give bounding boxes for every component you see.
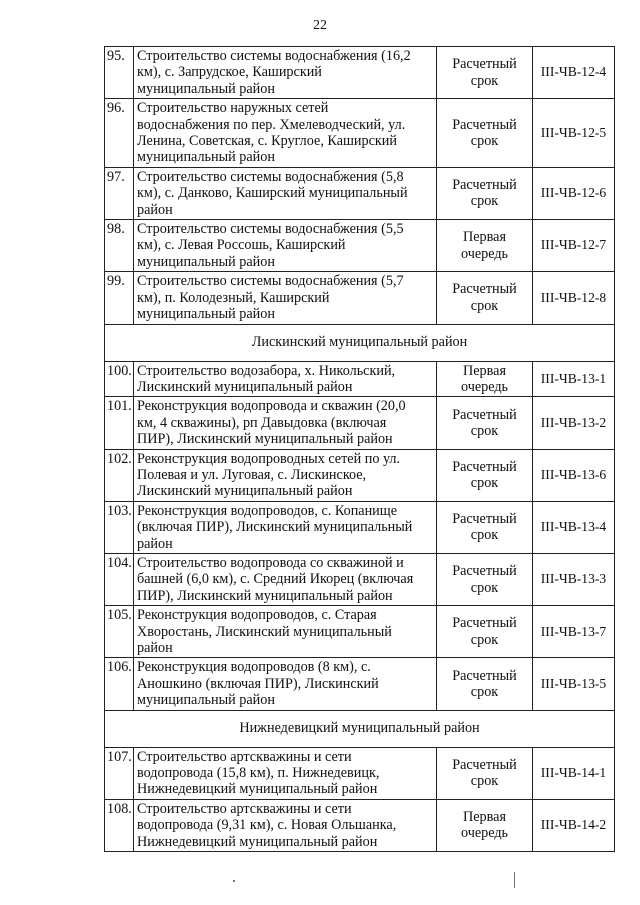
term-line: срок (470, 72, 499, 89)
description-line: водоснабжения по пер. Хмелеводческий, ул. (137, 116, 406, 133)
term-line: Расчетный (452, 563, 517, 580)
implementation-term (437, 220, 533, 272)
description-line: муниципальный район (137, 149, 275, 166)
project-code: III-ЧВ-12-8 (533, 272, 615, 324)
implementation-term (437, 553, 533, 605)
project-code: III-ЧВ-13-4 (533, 501, 615, 553)
table-row (105, 99, 615, 168)
row-number: 99. (105, 272, 134, 324)
row-number: 98. (105, 220, 134, 272)
implementation-term (437, 606, 533, 658)
term-line: Расчетный (452, 177, 517, 194)
term-line: срок (470, 579, 499, 596)
term-line: срок (470, 133, 499, 150)
description-line: Нижнедевицкий муниципальный район (137, 833, 378, 850)
description-line: Строительство системы водоснабжения (5,8 (137, 168, 404, 185)
project-code: III-ЧВ-13-6 (533, 449, 615, 501)
implementation-term (437, 99, 533, 168)
scan-mark (233, 880, 235, 882)
project-code: III-ЧВ-14-2 (533, 799, 615, 851)
row-number: 106. (105, 658, 134, 710)
description-line: км), с. Данково, Каширский муниципальный (137, 185, 408, 202)
project-code: III-ЧВ-13-2 (533, 397, 615, 449)
description-line: Строительство наружных сетей (137, 100, 329, 117)
table-row (105, 747, 615, 799)
project-description (134, 220, 437, 272)
row-number: 108. (105, 799, 134, 851)
description-line: Реконструкция водопроводов, с. Копанище (137, 502, 397, 519)
project-code: III-ЧВ-13-7 (533, 606, 615, 658)
table-row (105, 606, 615, 658)
term-line: Расчетный (452, 667, 517, 684)
project-description (134, 799, 437, 851)
description-line: Строительство системы водоснабжения (16,2 (137, 48, 411, 64)
term-line: Расчетный (452, 756, 517, 773)
term-line: Первая (463, 809, 506, 826)
description-line: км, 4 скважины), рп Давыдовка (включая (137, 414, 387, 431)
project-description (134, 47, 437, 99)
project-description (134, 99, 437, 168)
project-description (134, 553, 437, 605)
project-description (134, 449, 437, 501)
row-number: 104. (105, 553, 134, 605)
description-line: Аношкино (включая ПИР), Лискинский (137, 675, 379, 692)
row-number: 101. (105, 397, 134, 449)
description-line: водопровода (9,31 км), с. Новая Ольшанка, (137, 817, 397, 834)
term-line: очередь (460, 825, 509, 842)
row-number: 96. (105, 99, 134, 168)
implementation-term (437, 272, 533, 324)
description-line: башней (6,0 км), с. Средний Икорец (включая (137, 571, 414, 588)
table-row (105, 501, 615, 553)
section-header-row (105, 324, 615, 361)
term-line: срок (470, 631, 499, 648)
row-number: 100. (105, 361, 134, 397)
project-code: III-ЧВ-13-5 (533, 658, 615, 710)
implementation-term (437, 658, 533, 710)
project-description (134, 272, 437, 324)
project-description (134, 658, 437, 710)
implementation-term (437, 167, 533, 219)
description-line: район (137, 535, 173, 552)
term-line: срок (470, 773, 499, 790)
description-line: муниципальный район (137, 80, 275, 97)
project-description (134, 747, 437, 799)
implementation-term (437, 747, 533, 799)
term-line: Расчетный (452, 116, 517, 133)
term-line: срок (470, 527, 499, 544)
description-line: км), с. Левая Россошь, Каширский (137, 237, 346, 254)
implementation-term (437, 799, 533, 851)
implementation-term (437, 47, 533, 99)
description-line: Лискинский муниципальный район (137, 483, 353, 500)
section-header-row (105, 710, 615, 747)
description-line: Ленина, Советская, с. Круглое, Каширский (137, 133, 397, 150)
term-line: Расчетный (452, 406, 517, 423)
description-line: Строительство водозабора, х. Никольский, (137, 362, 396, 379)
table-row (105, 272, 615, 324)
table-row (105, 361, 615, 397)
row-number: 107. (105, 747, 134, 799)
table-row (105, 553, 615, 605)
table-row (105, 47, 615, 99)
description-line: Нижнедевицкий муниципальный район (137, 781, 378, 798)
project-description (134, 167, 437, 219)
description-line: Строительство артскважины и сети (137, 800, 352, 817)
term-line: Первая (463, 362, 506, 379)
term-line: Расчетный (452, 281, 517, 298)
description-line: Реконструкция водопроводных сетей по ул. (137, 450, 401, 467)
description-line: водопровода (15,8 км), п. Нижнедевицк, (137, 765, 380, 782)
description-line: км), п. Колодезный, Каширский (137, 289, 330, 306)
description-line: ПИР), Лискинский муниципальный район (137, 587, 393, 604)
term-line: Первая (463, 229, 506, 246)
project-code: III-ЧВ-14-1 (533, 747, 615, 799)
description-line: Реконструкция водопровода и скважин (20,0 (137, 398, 406, 415)
row-number: 95. (105, 47, 134, 99)
scan-mark (514, 872, 515, 888)
row-number: 103. (105, 501, 134, 553)
description-line: Полевая и ул. Луговая, с. Лискинское, (137, 466, 367, 483)
project-description (134, 501, 437, 553)
term-line: Расчетный (452, 56, 517, 73)
project-code: III-ЧВ-12-5 (533, 99, 615, 168)
projects-table-body (105, 47, 615, 852)
term-line: очередь (460, 245, 509, 262)
row-number: 102. (105, 449, 134, 501)
project-code: III-ЧВ-13-1 (533, 361, 615, 397)
description-line: муниципальный район (137, 253, 275, 270)
description-line: муниципальный район (137, 306, 275, 323)
table-row (105, 220, 615, 272)
table-row (105, 658, 615, 710)
description-line: Строительство артскважины и сети (137, 748, 352, 765)
description-line: (включая ПИР), Лискинский муниципальный (137, 519, 413, 536)
project-code: III-ЧВ-12-4 (533, 47, 615, 99)
implementation-term (437, 397, 533, 449)
term-line: очередь (460, 378, 509, 395)
row-number: 105. (105, 606, 134, 658)
description-line: Хворостань, Лискинский муниципальный (137, 623, 392, 640)
project-code: III-ЧВ-12-6 (533, 167, 615, 219)
section-title: Нижнедевицкий муниципальный район (105, 710, 615, 747)
project-description (134, 606, 437, 658)
term-line: срок (470, 684, 499, 701)
description-line: Строительство системы водоснабжения (5,5 (137, 221, 404, 238)
term-line: срок (470, 475, 499, 492)
project-description (134, 361, 437, 397)
description-line: Строительство водопровода со скважиной и (137, 554, 404, 571)
term-line: Расчетный (452, 615, 517, 632)
table-row (105, 167, 615, 219)
table-row (105, 799, 615, 851)
implementation-term (437, 449, 533, 501)
description-line: Реконструкция водопроводов, с. Старая (137, 607, 377, 624)
projects-table (104, 46, 615, 852)
row-number: 97. (105, 167, 134, 219)
description-line: ПИР), Лискинский муниципальный район (137, 431, 393, 448)
description-line: Реконструкция водопроводов (8 км), с. (137, 659, 371, 676)
table-row (105, 449, 615, 501)
term-line: Расчетный (452, 458, 517, 475)
term-line: срок (470, 422, 499, 439)
description-line: Строительство системы водоснабжения (5,7 (137, 273, 404, 290)
term-line: срок (470, 297, 499, 314)
term-line: срок (470, 193, 499, 210)
implementation-term (437, 501, 533, 553)
project-code: III-ЧВ-13-3 (533, 553, 615, 605)
project-description (134, 397, 437, 449)
section-title: Лискинский муниципальный район (105, 324, 615, 361)
description-line: район (137, 640, 173, 656)
description-line: муниципальный район (137, 692, 275, 709)
description-line: Лискинский муниципальный район (137, 378, 353, 395)
description-line: район (137, 201, 173, 218)
implementation-term (437, 361, 533, 397)
project-code: III-ЧВ-12-7 (533, 220, 615, 272)
description-line: км), с. Запрудское, Каширский (137, 64, 322, 81)
page-number: 22 (313, 18, 327, 33)
term-line: Расчетный (452, 510, 517, 527)
table-row (105, 397, 615, 449)
